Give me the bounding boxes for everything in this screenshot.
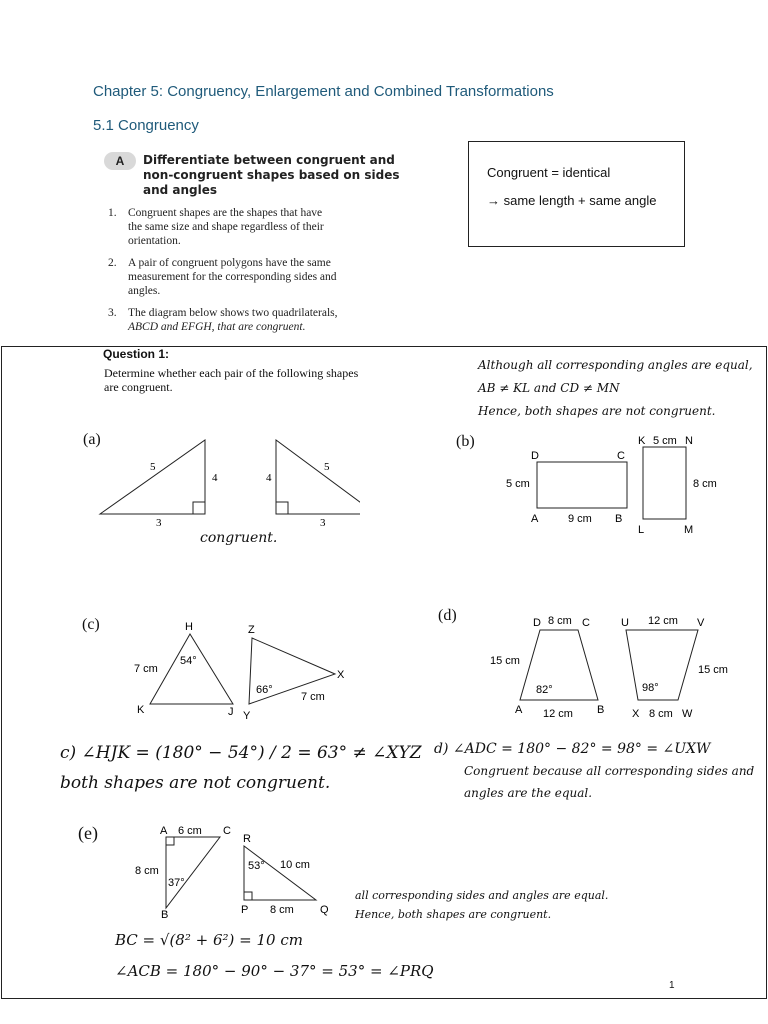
rectangle-abcd [537,462,627,508]
triangle-rpq [244,846,316,900]
question-prompt [104,366,358,394]
note-item [108,306,373,334]
side-label: 10 cm [280,859,310,871]
vertex-label: K [638,435,646,447]
right-angle-mark [166,837,174,845]
note-number: 3. [108,307,117,319]
note-line: the same size and shape regardless of their [128,221,324,233]
handwritten-line: BC = √(8² + 6²) = 10 cm [115,931,303,949]
side-label: 5 [324,461,330,473]
trapezium-abcd [520,630,598,700]
side-label: 8 cm [693,478,717,490]
handwritten-answer-e [355,886,608,924]
triangle-acb [166,837,220,908]
vertex-label: M [684,524,694,536]
vertex-label: Y [243,710,251,722]
handwritten-line: Hence, both shapes are congruent. [355,908,552,921]
handwritten-line: ∠ACB = 180° − 90° − 37° = 53° = ∠PRQ [115,962,434,980]
note-line: measurement for the corresponding sides and [128,271,337,283]
objective-line: and angles [143,183,218,197]
definition-box [468,141,685,247]
note-line: ABCD and EFGH, that are congruent. [128,321,306,333]
side-label: 15 cm [698,664,728,676]
angle-label: 37° [168,877,185,889]
handwritten-line: d) ∠ADC = 180° − 82° = 98° = ∠UXW [434,741,711,757]
vertex-label: N [685,435,693,447]
vertex-label: X [337,669,345,681]
vertex-label: U [621,617,629,629]
vertex-label: B [597,704,605,716]
objective-badge-letter: A [115,154,125,168]
note-line: angles. [128,285,161,297]
definition-line: → same length + same angle [487,193,657,208]
handwritten-line: both shapes are not congruent. [60,773,331,793]
handwritten-line: all corresponding sides and angles are equal. [355,889,609,902]
page-number: 1 [669,980,675,991]
handwritten-line: c) ∠HJK = (180° − 54°) / 2 = 63° ≠ ∠XYZ [60,743,422,763]
note-line: Congruent shapes are the shapes that have [128,207,323,219]
part-a-label: (a) [83,431,101,448]
right-angle-mark [193,502,205,514]
vertex-label: Q [320,904,329,916]
side-label: 15 cm [490,655,520,667]
trapezium-uvwx [626,630,698,700]
vertex-label: C [617,450,625,462]
part-e-diagram [130,820,345,920]
handwritten-answer-d [434,738,754,804]
note-line: The diagram below shows two quadrilaterals, [128,307,338,319]
triangle-hkj [150,634,233,704]
side-label: 8 cm [548,615,572,627]
handwritten-answer-a: congruent. [200,530,278,546]
part-a-diagram [90,430,360,535]
vertex-label: C [582,617,590,629]
vertex-label: L [638,524,645,536]
side-label: 7 cm [301,691,325,703]
objective-line: non-congruent shapes based on sides [143,168,400,182]
side-label: 4 [266,472,272,484]
question-label: Question 1: [103,347,170,361]
vertex-label: B [161,909,169,920]
handwritten-line: AB ≠ KL and CD ≠ MN [478,381,620,395]
vertex-label: V [697,617,705,629]
vertex-label: H [185,621,193,633]
side-label: 7 cm [134,663,158,675]
handwritten-line: Hence, both shapes are not congruent. [478,404,716,418]
side-label: 5 [150,461,156,473]
vertex-label: P [241,904,249,916]
note-item [108,256,373,298]
vertex-label: D [531,450,539,462]
handwritten-line: Although all corresponding angles are equal, [478,358,753,372]
angle-label: 53° [248,860,265,872]
note-number: 2. [108,257,117,269]
angle-label: 82° [536,684,553,696]
objective-line: Differentiate between congruent and [143,153,395,167]
part-e-label: (e) [78,823,98,843]
side-label: 5 cm [653,435,677,447]
note-number: 1. [108,207,117,219]
definition-line: Congruent = identical [487,165,611,180]
handwritten-answer-c [60,743,422,793]
part-c-label: (c) [82,616,100,633]
handwritten-line: angles are the equal. [464,786,593,800]
question-prompt-line: are congruent. [104,380,173,394]
vertex-label: J [228,706,234,718]
angle-label: 66° [256,684,273,696]
side-label: 8 cm [270,904,294,916]
vertex-label: A [515,704,523,716]
handwritten-line: Congruent because all corresponding sides and [464,764,755,778]
handwritten-working-e [115,925,434,987]
side-label: 8 cm [649,708,673,720]
vertex-label: B [615,513,623,525]
triangle-a1 [100,440,205,514]
note-line: A pair of congruent polygons have the same [128,257,331,269]
triangle-a2 [276,440,360,514]
vertex-label: X [632,708,640,720]
handwritten-answer-b [478,354,753,423]
vertex-label: A [160,825,168,837]
vertex-label: A [531,513,539,525]
part-b-label: (b) [456,433,475,450]
side-label: 8 cm [135,865,159,877]
side-label: 6 cm [178,825,202,837]
vertex-label: Z [248,624,255,636]
question-prompt-line: Determine whether each pair of the following shapes [104,366,359,380]
chapter-title: Chapter 5: Congruency, Enlargement and Combined Transformations [93,83,554,100]
vertex-label: C [223,825,231,837]
right-angle-mark [276,502,288,514]
part-d-diagram [488,612,743,722]
part-c-diagram [125,618,360,723]
part-b-diagram [495,430,735,540]
note-item [108,206,373,248]
side-label: 5 cm [506,478,530,490]
side-label: 9 cm [568,513,592,525]
vertex-label: W [682,708,693,720]
vertex-label: D [533,617,541,629]
side-label: 12 cm [648,615,678,627]
objective-text [143,153,400,198]
objective-badge [104,152,136,170]
notes-list [108,206,373,334]
side-label: 12 cm [543,708,573,720]
angle-label: 98° [642,682,659,694]
rectangle-klmn [643,447,686,519]
right-angle-mark [244,892,252,900]
note-line: orientation. [128,235,181,247]
part-d-label: (d) [438,607,457,624]
vertex-label: K [137,704,145,716]
side-label: 3 [320,517,326,529]
side-label: 3 [156,517,162,529]
section-title: 5.1 Congruency [93,117,199,134]
vertex-label: R [243,833,251,845]
side-label: 4 [212,472,218,484]
angle-label: 54° [180,655,197,667]
